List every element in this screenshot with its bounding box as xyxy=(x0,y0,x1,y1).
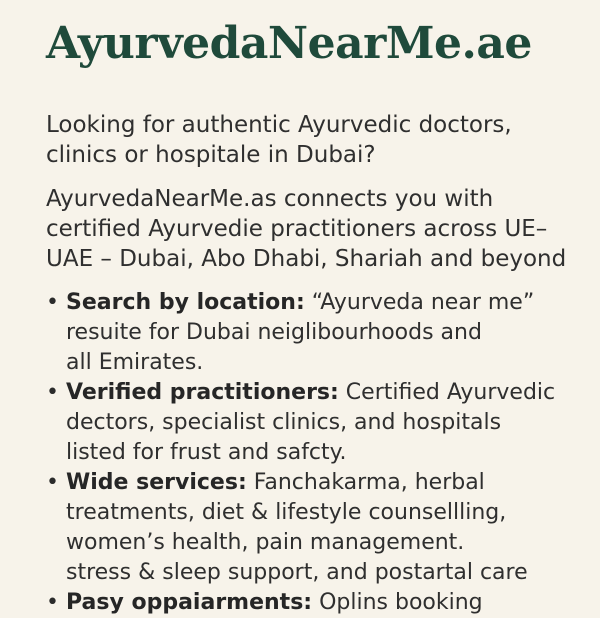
bullet-icon: • xyxy=(46,290,59,315)
feature-text xyxy=(66,288,570,378)
bullet-icon: • xyxy=(46,380,59,405)
feature-item-booking xyxy=(46,588,570,618)
feature-body: Fanchakarma, herbal treatments, diet & lifestyle counsellling, women’s health, pain management. stress & sleep support, and postartal care xyxy=(66,470,528,585)
feature-body: “Ayurveda near me” resuite for Dubai neiglibourhoods and all Emirates. xyxy=(66,290,535,375)
bullet-icon: • xyxy=(46,470,59,495)
intro-question: Looking for authentic Ayurvedic doctors, clinics or hospitale in Dubai? xyxy=(46,112,512,168)
feature-list xyxy=(46,288,570,618)
bullet-icon: • xyxy=(46,590,59,615)
feature-item-search xyxy=(46,288,570,378)
feature-text xyxy=(66,378,570,468)
feature-heading: Verified practitioners: xyxy=(66,380,339,405)
feature-body: Oplins booking xyxy=(312,590,483,615)
feature-text xyxy=(66,588,570,618)
feature-heading: Pasy oppaiarments: xyxy=(66,590,313,615)
feature-body: Certified Ayurvedic dectors, specialist clinics, and hospitals listed for frust and safcty. xyxy=(66,380,556,465)
feature-heading: Search by location: xyxy=(66,290,305,315)
feature-item-verified xyxy=(46,378,570,468)
service-description: AyurvedaNearMe.as connects you with certified Ayurvedie practitioners across UE– UAE – Dubai, Abo Dhabi, Shariah and beyond xyxy=(46,186,567,272)
feature-text xyxy=(66,468,570,588)
site-title: AyurvedaNearMe.ae xyxy=(46,18,532,69)
feature-item-services xyxy=(46,468,570,588)
feature-heading: Wide services: xyxy=(66,470,247,495)
